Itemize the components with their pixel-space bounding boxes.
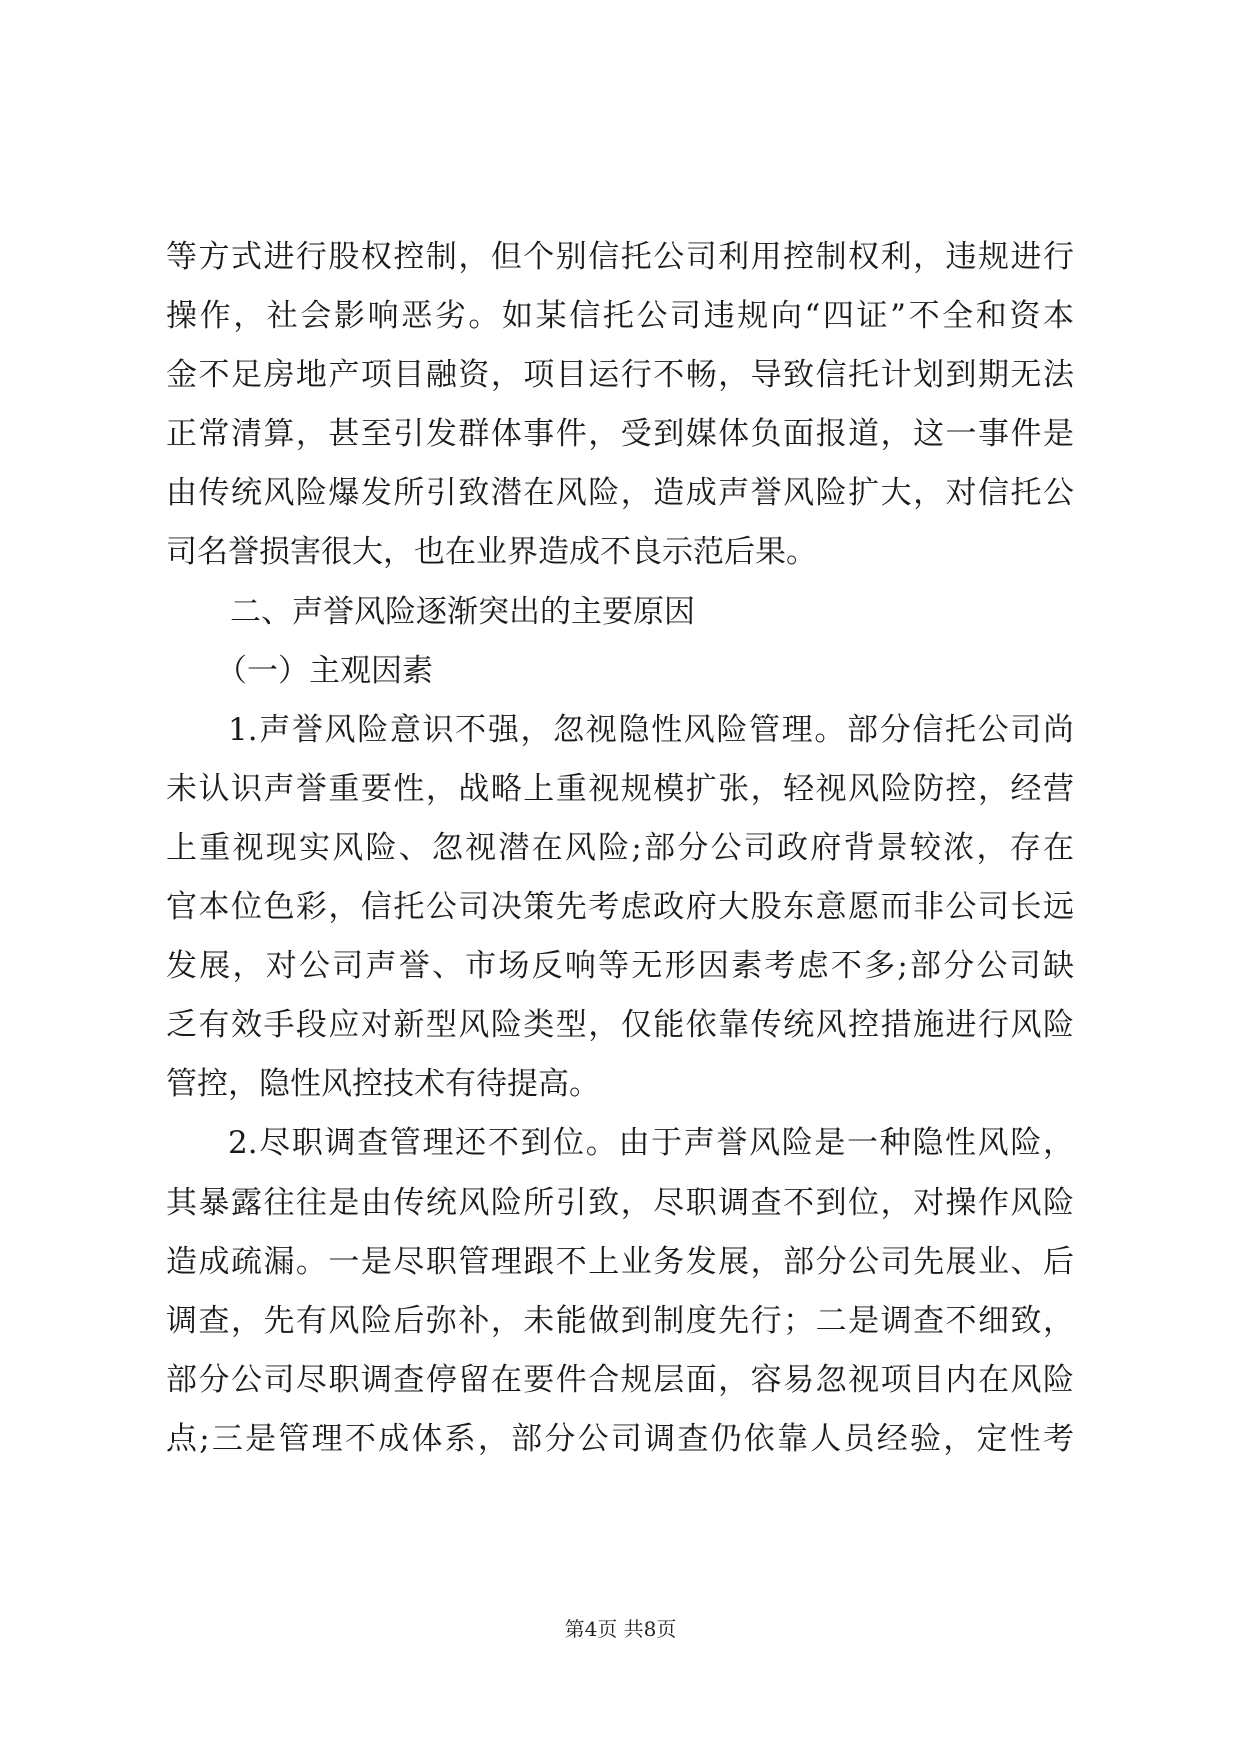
text-line: 金不足房地产项目融资，项目运行不畅，导致信托计划到期无法: [166, 357, 1074, 394]
text-line: 未认识声誉重要性，战略上重视规模扩张，轻视风险防控，经营: [166, 770, 1074, 807]
text-line: 1.声誉风险意识不强，忽视隐性风险管理。部分信托公司尚: [228, 711, 1074, 748]
text-line: 管控，隐性风控技术有待提高。: [166, 1066, 600, 1103]
text-line: 等方式进行股权控制，但个别信托公司利用控制权利，违规进行: [166, 239, 1074, 275]
page-number-footer: 第4页 共8页: [564, 1617, 677, 1641]
text-line: 造成疏漏。一是尽职管理跟不上业务发展，部分公司先展业、后: [166, 1243, 1074, 1280]
text-line: 部分公司尽职调查停留在要件合规层面，容易忽视项目内在风险: [166, 1361, 1074, 1398]
text-line: （一）主观因素: [216, 652, 433, 689]
text-line: 2.尽职调查管理还不到位。由于声誉风险是一种隐性风险，: [228, 1125, 1074, 1162]
text-line: 上重视现实风险、忽视潜在风险;部分公司政府背景较浓，存在: [166, 829, 1074, 866]
text-line: 操作，社会影响恶劣。如某信托公司违规向“四证”不全和资本: [166, 298, 1074, 335]
body-text: [166, 228, 1074, 1469]
text-line: 官本位色彩，信托公司决策先考虑政府大股东意愿而非公司长远: [166, 889, 1074, 926]
text-line: 二、声誉风险逐渐突出的主要原因: [230, 593, 695, 630]
text-line: 乏有效手段应对新型风险类型，仅能依靠传统风控措施进行风险: [166, 1007, 1074, 1044]
text-line: 发展，对公司声誉、市场反响等无形因素考虑不多;部分公司缺: [166, 948, 1074, 985]
text-line: 由传统风险爆发所引致潜在风险，造成声誉风险扩大，对信托公: [166, 475, 1074, 512]
text-line: 正常清算，甚至引发群体事件，受到媒体负面报道，这一事件是: [166, 416, 1074, 453]
text-line: 其暴露往往是由传统风险所引致，尽职调查不到位，对操作风险: [166, 1184, 1074, 1221]
text-line: 调查，先有风险后弥补，未能做到制度先行；二是调查不细致，: [166, 1302, 1074, 1339]
text-line: 司名誉损害很大，也在业界造成不良示范后果。: [166, 534, 817, 571]
text-line: 点;三是管理不成体系，部分公司调查仍依靠人员经验，定性考: [166, 1420, 1074, 1457]
